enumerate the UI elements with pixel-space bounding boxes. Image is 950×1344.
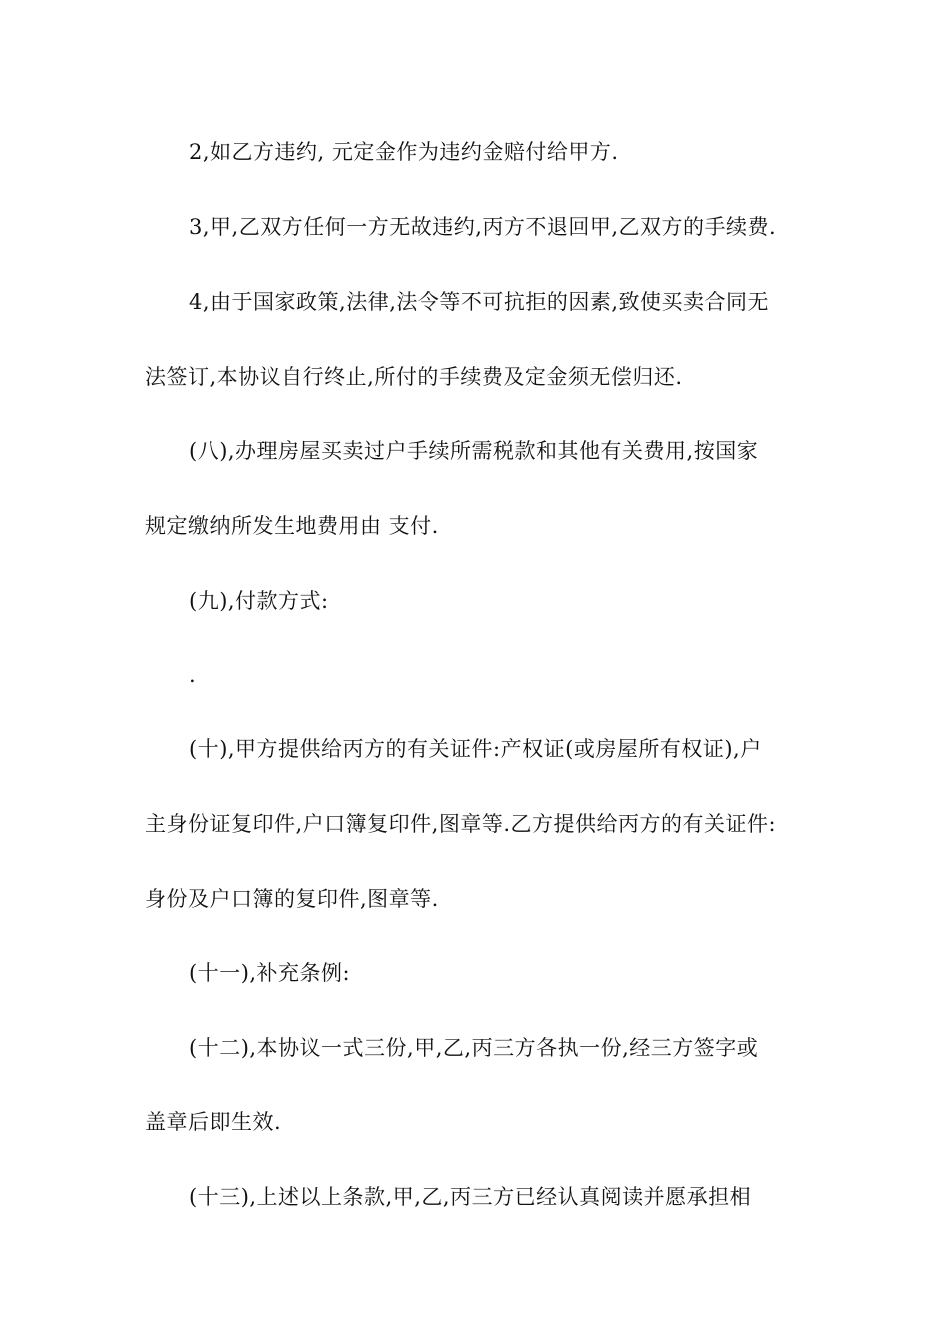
clause-8-continued: 规定缴纳所发生地费用由 支付. [145,514,439,538]
clause-7-item-2: 2,如乙方违约, 元定金作为违约金赔付给甲方. [189,140,619,164]
clause-9: (九),付款方式: [189,589,329,613]
clause-7-item-3: 3,甲,乙双方任何一方无故违约,丙方不退回甲,乙双方的手续费. [189,215,777,239]
clause-9-blank-line: . [189,663,197,687]
clause-7-item-4-continued: 法签订,本协议自行终止,所付的手续费及定金须无偿归还. [145,365,683,389]
clause-10: (十),甲方提供给丙方的有关证件:产权证(或房屋所有权证),户 [189,737,762,761]
clause-10-continued-2: 身份及户口簿的复印件,图章等. [145,887,439,911]
clause-10-continued: 主身份证复印件,户口簿复印件,图章等.乙方提供给丙方的有关证件: [145,812,777,836]
clause-12: (十二),本协议一式三份,甲,乙,丙三方各执一份,经三方签字或 [189,1036,759,1060]
clause-8: (八),办理房屋买卖过户手续所需税款和其他有关费用,按国家 [189,439,759,463]
clause-12-continued: 盖章后即生效. [145,1110,282,1134]
clause-13: (十三),上述以上条款,甲,乙,丙三方已经认真阅读并愿承担相 [189,1185,752,1209]
clause-11: (十一),补充条例: [189,961,351,985]
clause-7-item-4: 4,由于国家政策,法律,法令等不可抗拒的因素,致使买卖合同无 [189,290,770,314]
